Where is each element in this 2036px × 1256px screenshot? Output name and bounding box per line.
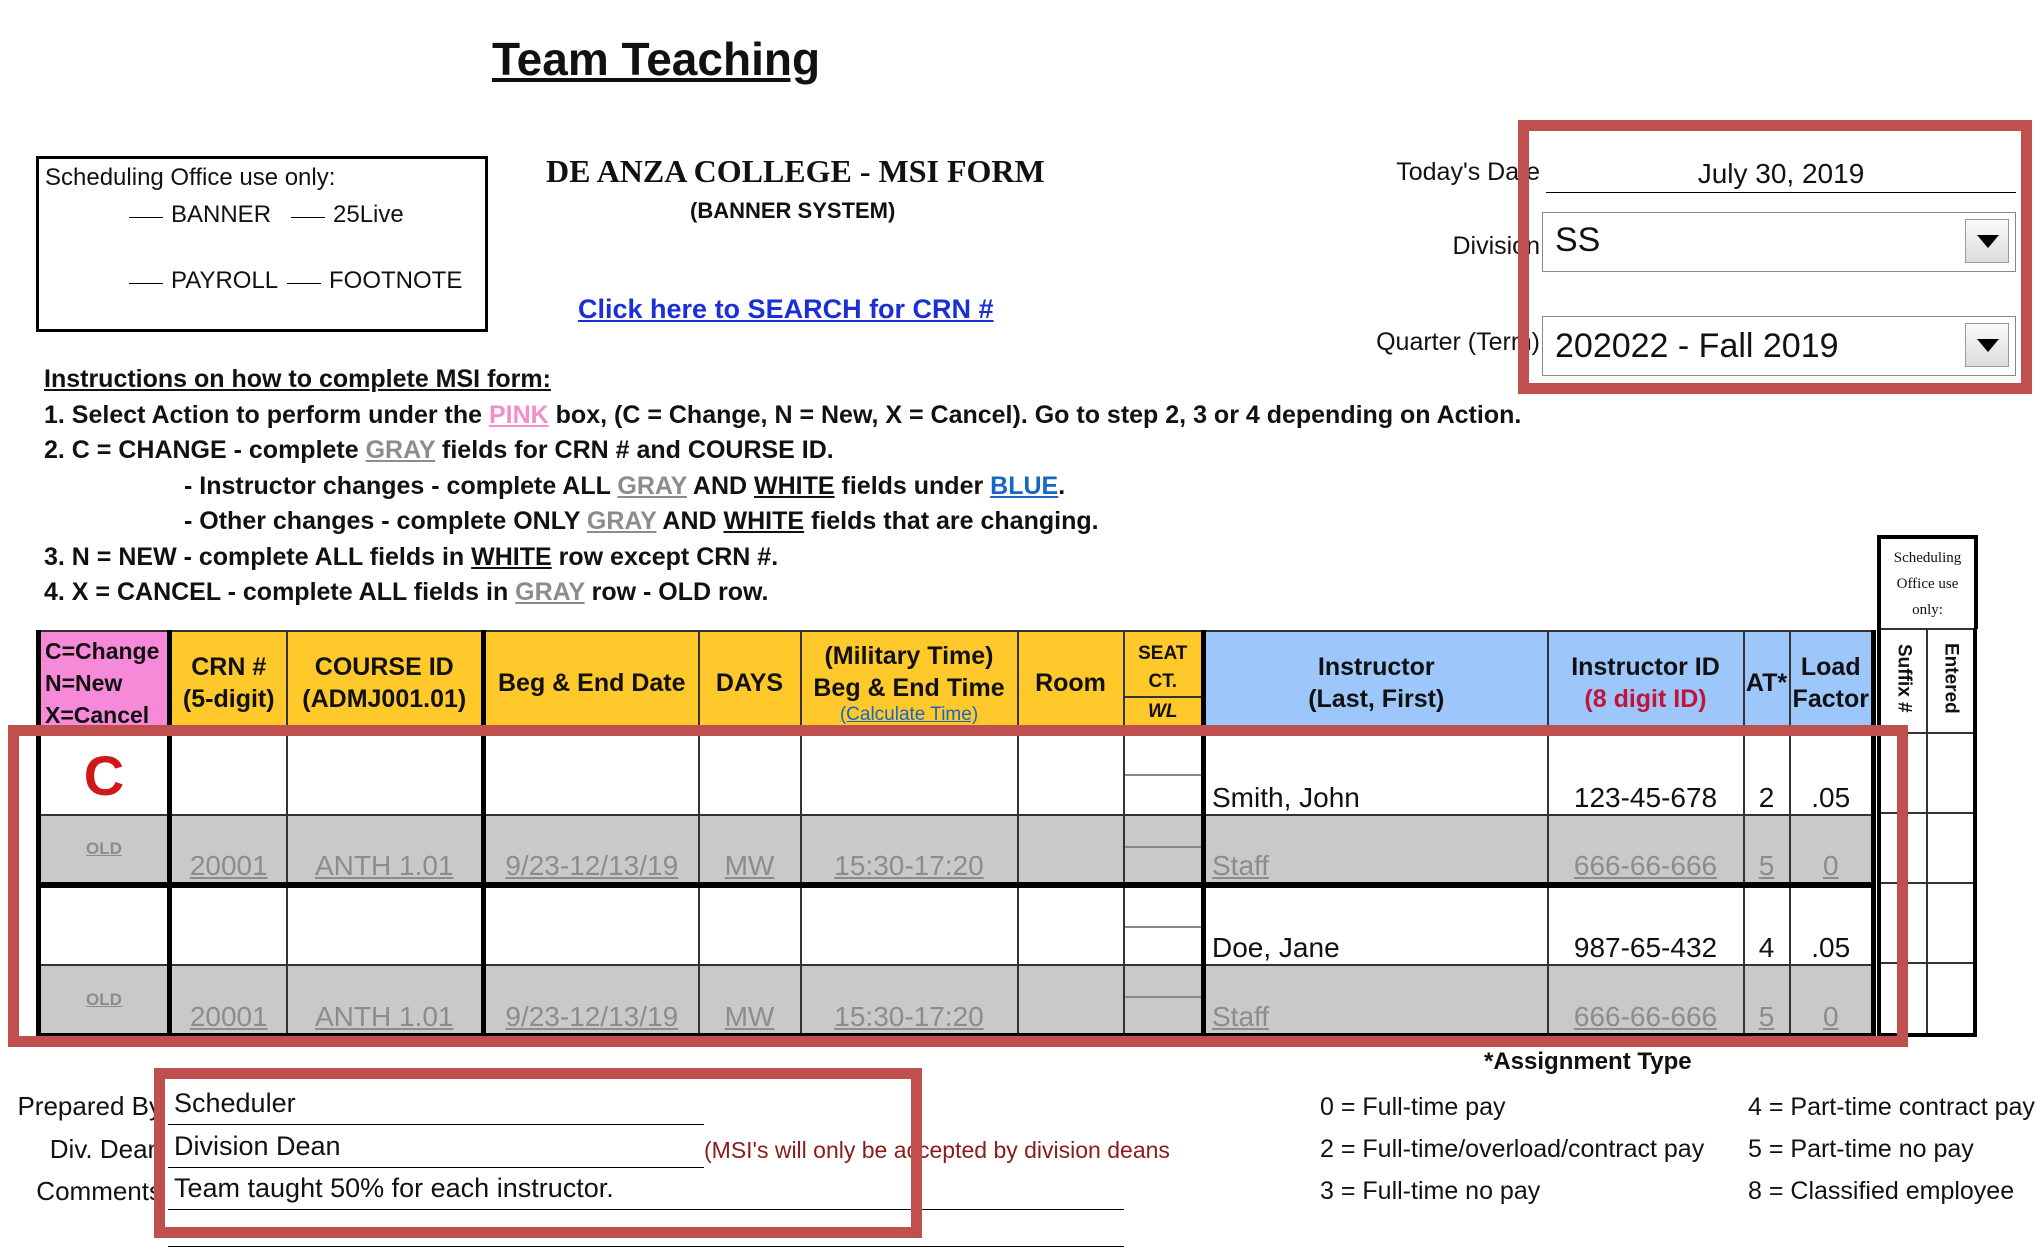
load-cell[interactable]: 0 [1790, 965, 1874, 1035]
course-header: COURSE ID (ADMJ001.01) [287, 631, 484, 735]
footnote-label: FOOTNOTE [329, 267, 463, 294]
instruction-step-2b: - Other changes - complete ONLY GRAY AND WHITE fields that are changing. [184, 507, 1099, 535]
banner-label: BANNER [171, 201, 272, 228]
prepared-by-label: Prepared By [17, 1091, 162, 1121]
load-cell[interactable]: 0 [1790, 815, 1874, 885]
25live-check[interactable] [291, 201, 404, 229]
instruction-step-1: 1. Select Action to perform under the PINK box, (C = Change, N = New, X = Cancel). Go to step 2, 3 or 4 depending on Action. [44, 400, 1522, 429]
division-value: SS [1555, 221, 1601, 259]
at-header: AT* [1744, 631, 1790, 735]
entered-cell[interactable] [1927, 963, 1975, 1035]
blue-keyword: BLUE [990, 471, 1059, 500]
office-use-header [1877, 535, 1978, 629]
25live-label: 25Live [333, 201, 404, 228]
instructor-id-cell[interactable]: 666-66-666 [1548, 965, 1744, 1035]
action-header: C=Change N=New X=Cancel [39, 631, 170, 735]
payroll-check[interactable] [129, 267, 278, 295]
assignment-item: 8 = Classified employee [1748, 1177, 2015, 1205]
action-cell[interactable]: C [39, 735, 170, 815]
action-cell[interactable]: OLD [39, 815, 170, 885]
load-cell[interactable]: .05 [1790, 735, 1874, 815]
payroll-label: PAYROLL [171, 267, 279, 294]
entered-header: Entered [1927, 629, 1975, 733]
dean-note: (MSI's will only be accepted by division deans [704, 1137, 1170, 1163]
entered-cell[interactable] [1927, 883, 1975, 963]
dates-cell[interactable]: 9/23-12/13/19 [484, 815, 699, 885]
pink-keyword: PINK [488, 400, 549, 429]
assignment-item: 4 = Part-time contract pay [1748, 1093, 2035, 1121]
system-name: (BANNER SYSTEM) [690, 198, 896, 223]
load-cell[interactable]: .05 [1790, 885, 1874, 965]
instruction-step-4: 4. X = CANCEL - complete ALL fields in GRAY row - OLD row. [44, 578, 769, 606]
instructor-cell[interactable]: Staff [1204, 965, 1548, 1035]
banner-check[interactable] [129, 201, 271, 229]
div-dean-field[interactable]: Division Dean [168, 1131, 704, 1168]
at-cell[interactable]: 2 [1744, 735, 1790, 815]
load-header: Load Factor [1790, 631, 1874, 735]
crn-header: CRN # (5-digit) [170, 631, 287, 735]
instructor-cell[interactable]: Smith, John [1204, 735, 1548, 815]
instruction-step-3: 3. N = NEW - complete ALL fields in WHITE row except CRN #. [44, 542, 779, 571]
calculate-time-link[interactable]: (Calculate Time) [839, 704, 979, 725]
assignment-type-title: *Assignment Type [1484, 1048, 1692, 1075]
comments-field[interactable]: Team taught 50% for each instructor. [168, 1173, 1124, 1210]
white-keyword: WHITE [471, 542, 552, 571]
assignment-item: 2 = Full-time/overload/contract pay [1320, 1135, 1705, 1163]
days-header: DAYS [699, 631, 801, 735]
entered-cell[interactable] [1927, 733, 1975, 813]
office-use-label: Scheduling Office use only: [1893, 550, 1962, 618]
instructions [44, 362, 1521, 611]
college-name: DE ANZA COLLEGE - MSI FORM [546, 153, 1045, 189]
quarter-value: 202022 - Fall 2019 [1555, 327, 1839, 365]
action-cell[interactable]: OLD [39, 965, 170, 1035]
gray-keyword: GRAY [515, 578, 585, 606]
dates-cell[interactable]: 9/23-12/13/19 [484, 965, 699, 1035]
time-header: (Military Time) Beg & End Time (Calculate Time) [801, 631, 1018, 735]
instructor-id-cell[interactable]: 666-66-666 [1548, 815, 1744, 885]
instruction-step-2: 2. C = CHANGE - complete GRAY fields for CRN # and COURSE ID. [44, 436, 834, 464]
at-cell[interactable]: 5 [1744, 965, 1790, 1035]
time-cell[interactable]: 15:30-17:20 [801, 815, 1018, 885]
instructor-cell[interactable]: Staff [1204, 815, 1548, 885]
time-cell[interactable]: 15:30-17:20 [801, 965, 1018, 1035]
comments-label: Comments [36, 1176, 162, 1206]
days-cell[interactable]: MW [699, 965, 801, 1035]
days-cell[interactable]: MW [699, 815, 801, 885]
course-cell[interactable]: ANTH 1.01 [287, 815, 484, 885]
div-dean-label: Div. Dean [49, 1134, 162, 1164]
assignment-item: 0 = Full-time pay [1320, 1093, 1506, 1121]
entered-cell[interactable] [1927, 813, 1975, 883]
room-header: Room [1018, 631, 1124, 735]
instructor-id-cell[interactable]: 987-65-432 [1548, 885, 1744, 965]
footnote-check[interactable] [291, 267, 462, 295]
highlight-box-footer [154, 1068, 922, 1238]
comments-second-line[interactable] [168, 1246, 1124, 1247]
highlight-box-table [8, 725, 1908, 1047]
assignment-item: 3 = Full-time no pay [1320, 1177, 1541, 1205]
scheduling-office-heading: Scheduling Office use only: [45, 164, 336, 191]
gray-keyword: GRAY [586, 507, 657, 535]
instructor-id-cell[interactable]: 123-45-678 [1548, 735, 1744, 815]
prepared-by-field[interactable]: Scheduler [168, 1088, 704, 1125]
scheduling-office-box [36, 156, 488, 332]
division-label: Division [1452, 232, 1540, 260]
assignment-item: 5 = Part-time no pay [1748, 1135, 1974, 1163]
white-keyword: WHITE [723, 507, 805, 535]
seat-header: SEAT CT. WL [1124, 631, 1204, 735]
date-label: Today's Date [1396, 158, 1540, 186]
at-cell[interactable]: 5 [1744, 815, 1790, 885]
date-value: July 30, 2019 [1697, 158, 1865, 189]
instructor-header: Instructor (Last, First) [1204, 631, 1548, 735]
at-cell[interactable]: 4 [1744, 885, 1790, 965]
crn-cell[interactable]: 20001 [170, 815, 287, 885]
instructor-cell[interactable]: Doe, Jane [1204, 885, 1548, 965]
quarter-label: Quarter (Term) [1376, 328, 1540, 356]
page-title: Team Teaching [492, 33, 821, 85]
gray-keyword: GRAY [365, 436, 436, 464]
highlight-box-header [1518, 120, 2032, 394]
instructions-heading: Instructions on how to complete MSI form: [44, 365, 551, 393]
dates-header: Beg & End Date [484, 631, 699, 735]
gray-keyword: GRAY [617, 471, 687, 500]
white-keyword: WHITE [754, 471, 835, 500]
suffix-header: Suffix # [1879, 629, 1927, 733]
crn-cell[interactable]: 20001 [170, 965, 287, 1035]
search-crn-link[interactable]: Click here to SEARCH for CRN # [578, 294, 994, 324]
instructor-id-header: Instructor ID (8 digit ID) [1548, 631, 1744, 735]
instruction-step-2a: - Instructor changes - complete ALL GRAY AND WHITE fields under BLUE. [184, 471, 1066, 500]
course-cell[interactable]: ANTH 1.01 [287, 965, 484, 1035]
